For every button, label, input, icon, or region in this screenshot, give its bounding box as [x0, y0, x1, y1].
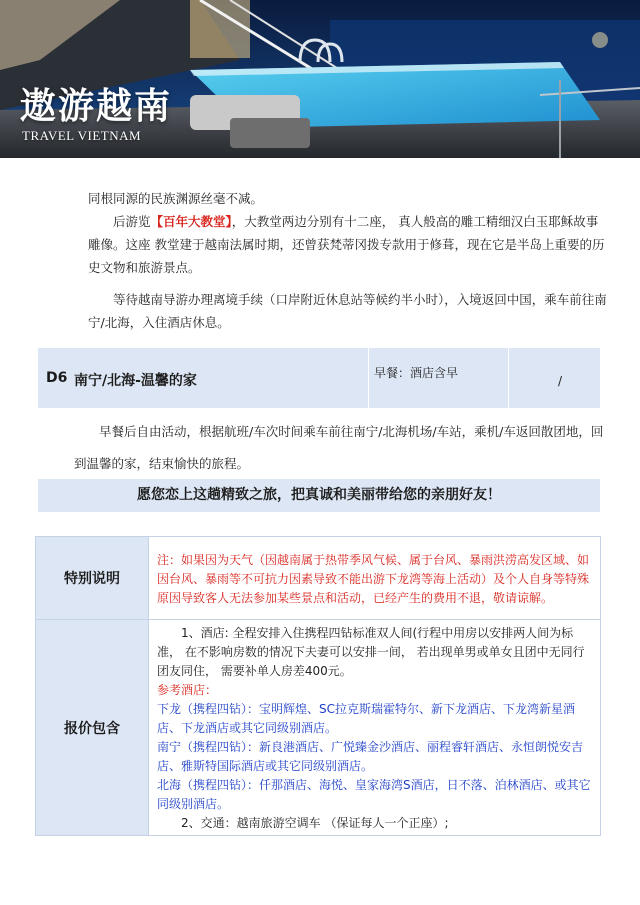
intro-line: 同根同源的民族渊源丝毫不减。	[88, 191, 264, 206]
beihai-hotels: 北海（携程四钻）：仟那酒店、海悦、皇家海湾S酒店，日不落、泊林酒店、或其它同级别酒店。	[157, 778, 591, 811]
cathedral-text: ，大教堂两边分别有十二座， 真人般高的雕工精细汉白玉耶稣故事雕像。这座 教堂建于越南法属时期，还曾获梵蒂冈拨专款用于修葺，现在它是半岛上重要的历史文物和旅游景点。	[88, 214, 605, 275]
day-divider	[508, 348, 509, 408]
banner-subtitle: TRAVEL VIETNAM	[22, 128, 142, 143]
banner-title: 遨游越南	[20, 86, 173, 127]
cathedral-prefix: 后游览	[113, 214, 151, 229]
nanning-hotels: 南宁（携程四钻）：新良港酒店、广悦臻金沙酒店、丽程睿轩酒店、永恒朗悦安吉店、雅斯特国际酒店或其它同级别酒店。	[157, 740, 584, 773]
day-description: 早餐后自由活动，根据航班/车次时间乘车前往南宁/北海机场/车站，乘机/车返回散团地，回到温馨的家，结束愉快的旅程。	[74, 424, 604, 471]
reference-hotels-title: 参考酒店：	[157, 683, 218, 697]
day-divider	[368, 348, 369, 408]
price-included-label: 报价包含	[36, 620, 149, 836]
header-banner	[0, 0, 640, 158]
departure-paragraph: 等待越南导游办理离境手续（口岸附近休息站等候约半小时），入境返回中国，乘车前往南宁/北海，入住酒店休息。	[88, 292, 607, 330]
day-meal: 早餐：酒店含早	[374, 366, 459, 380]
special-notes-text: 注：如果因为天气（因越南属于热带季风气候、属于台风、暴雨洪涝高发区域、如因台风、暴雨等不可抗力因素导致不能出游下龙湾等海上活动）及个人自身等特殊原因导致客人无法参加某些景点和活动，已经产生的费用不退，敬请谅解。	[149, 537, 601, 620]
price-included-row	[36, 620, 601, 836]
cathedral-paragraph	[88, 210, 608, 279]
special-notes-label: 特别说明	[36, 537, 149, 620]
slogan-banner: 愿您恋上这趟精致之旅，把真诚和美丽带给您的亲朋好友！	[38, 479, 600, 512]
halong-hotels: 下龙（携程四钻）：宝明辉煌、SC拉克斯瑞霍特尔、新下龙酒店、下龙湾新星酒店、下龙酒店或其它同级别酒店。	[157, 702, 575, 735]
special-notes-row	[36, 537, 601, 620]
day-hotel: /	[558, 374, 563, 388]
day-header-bar	[38, 348, 600, 408]
transport-terms: 2、交通：越南旅游空调车 （保证每人一个正座）;	[181, 816, 449, 830]
hotel-terms: 1、酒店: 全程安排入住携程四钻标准双人间(行程中用房以安排两人间为标准， 在不影响房数的情况下夫妻可以安排一间， 若出现单男或单女且团中无同行团友同住， 需要补单人房差400元。	[157, 626, 585, 678]
day-number: D6	[46, 370, 68, 386]
day-title: 南宁/北海-温馨的家	[74, 373, 197, 389]
price-included-content	[149, 620, 601, 836]
cathedral-highlight: 【百年大教堂】	[150, 214, 232, 229]
notes-table	[35, 536, 601, 836]
